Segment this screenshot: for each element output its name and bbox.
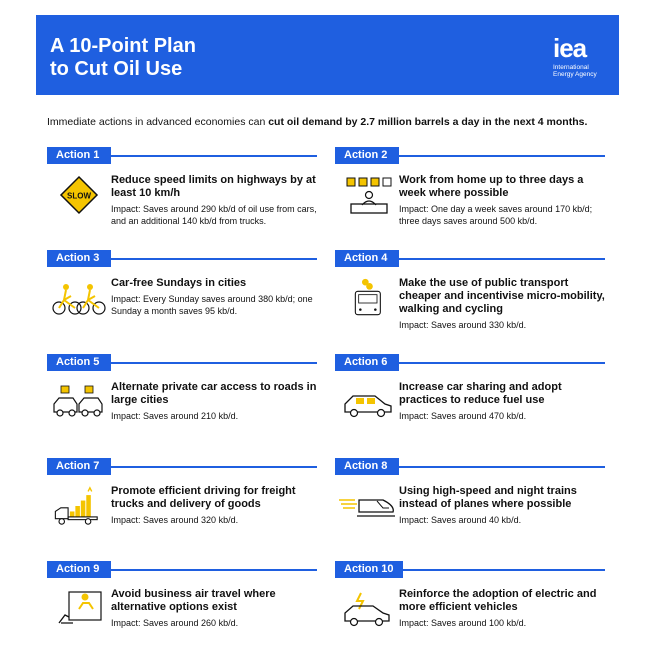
action-badge: Action 7 <box>47 458 111 475</box>
logo-subtitle-line-1: International <box>553 64 589 71</box>
action-7 <box>47 458 317 558</box>
video-call-icon <box>51 589 107 629</box>
bicycles-icon <box>51 278 107 318</box>
action-impact: Impact: Saves around 100 kb/d. <box>399 618 527 628</box>
action-badge: Action 6 <box>335 354 399 371</box>
title-line-2: to Cut Oil Use <box>50 58 183 80</box>
action-heading: Make the use of public transport cheaper and incentivise micro-mobility, walking and cycling <box>399 277 605 315</box>
divider <box>111 155 317 157</box>
action-badge: Action 2 <box>335 147 399 164</box>
divider <box>399 258 605 260</box>
action-heading: Reinforce the adoption of electric and more efficient vehicles <box>399 588 597 613</box>
action-impact: Impact: Saves around 290 kb/d of oil use from cars, and an additional 140 kb/d from trucks. <box>111 204 317 226</box>
action-10 <box>335 561 605 651</box>
divider <box>111 258 317 260</box>
action-badge: Action 3 <box>47 250 111 267</box>
action-heading: Reduce speed limits on highways by at least 10 km/h <box>111 174 316 199</box>
action-6 <box>335 354 605 454</box>
action-impact: Impact: Saves around 470 kb/d. <box>399 411 527 421</box>
action-8 <box>335 458 605 558</box>
action-heading: Car-free Sundays in cities <box>111 277 247 289</box>
bus-icon <box>339 278 395 318</box>
action-badge: Action 4 <box>335 250 399 267</box>
car-sharing-icon <box>339 382 395 422</box>
action-4 <box>335 250 605 350</box>
logo-subtitle-line-2: Energy Agency <box>553 71 597 78</box>
intro-text <box>47 116 587 129</box>
action-3 <box>47 250 317 350</box>
intro-bold: cut oil demand by 2.7 million barrels a day in the next 4 months. <box>268 116 588 128</box>
action-heading: Alternate private car access to roads in large cities <box>111 381 317 406</box>
action-impact: Impact: Saves around 40 kb/d. <box>399 515 522 525</box>
divider <box>399 362 605 364</box>
iea-logo <box>553 35 615 79</box>
page-title <box>50 35 196 81</box>
intro-plain: Immediate actions in advanced economies can <box>47 116 269 128</box>
divider <box>111 362 317 364</box>
action-impact: Impact: Saves around 210 kb/d. <box>111 411 239 421</box>
divider <box>399 155 605 157</box>
action-heading: Increase car sharing and adopt practices to reduce fuel use <box>399 381 562 406</box>
action-5 <box>47 354 317 454</box>
action-1 <box>47 147 317 247</box>
divider <box>111 466 317 468</box>
action-badge: Action 10 <box>335 561 403 578</box>
action-impact: Impact: Saves around 320 kb/d. <box>111 515 239 525</box>
divider <box>399 466 605 468</box>
work-from-home-icon <box>339 175 395 215</box>
action-impact: Impact: One day a week saves around 170 kb/d; three days saves around 500 kb/d. <box>399 204 593 226</box>
slow-sign-icon <box>51 175 107 215</box>
action-heading: Using high-speed and night trains instead of planes where possible <box>399 485 577 510</box>
action-heading: Avoid business air travel where alternative options exist <box>111 588 276 613</box>
action-badge: Action 1 <box>47 147 111 164</box>
header-banner <box>36 15 619 95</box>
freight-truck-icon <box>51 486 107 526</box>
action-impact: Impact: Every Sunday saves around 380 kb/d; one Sunday a month saves 95 kb/d. <box>111 294 313 316</box>
action-badge: Action 5 <box>47 354 111 371</box>
alternate-cars-icon <box>51 382 107 422</box>
action-9 <box>47 561 317 651</box>
electric-car-icon <box>339 589 395 629</box>
action-impact: Impact: Saves around 260 kb/d. <box>111 618 239 628</box>
action-badge: Action 9 <box>47 561 111 578</box>
divider <box>111 569 317 571</box>
title-line-1: A 10-Point Plan <box>50 35 196 57</box>
logo-subtitle <box>553 64 615 78</box>
action-impact: Impact: Saves around 330 kb/d. <box>399 320 527 330</box>
logo-wordmark: iea <box>553 33 587 63</box>
action-heading: Promote efficient driving for freight trucks and delivery of goods <box>111 485 296 510</box>
divider <box>403 569 605 571</box>
slow-sign-text: SLOW <box>67 191 91 201</box>
high-speed-train-icon <box>339 486 395 526</box>
action-heading: Work from home up to three days a week where possible <box>399 174 584 199</box>
action-badge: Action 8 <box>335 458 399 475</box>
action-2 <box>335 147 605 247</box>
